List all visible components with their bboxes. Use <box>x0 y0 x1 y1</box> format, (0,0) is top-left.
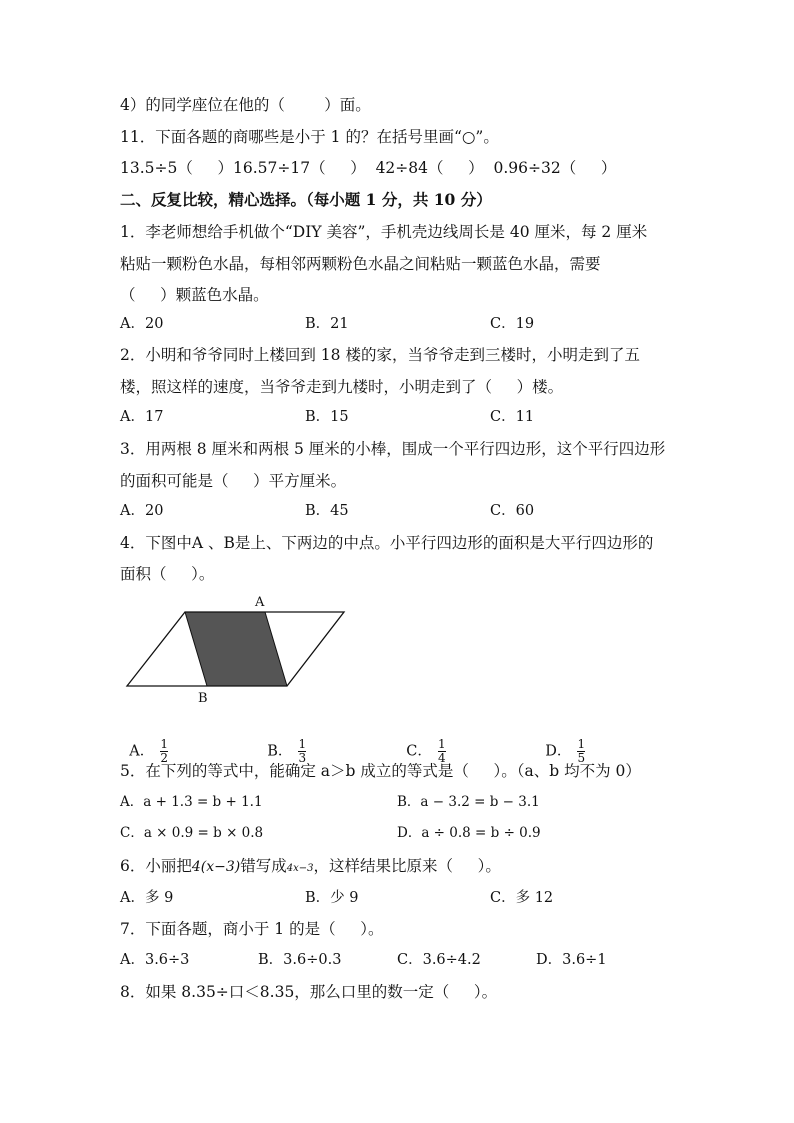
q3-option-c: C．60 <box>490 503 535 519</box>
question-1-line-1: 1．李老师想给手机做个“DIY 美容”，手机壳边线周长是 40 厘米，每 2 厘米 <box>120 223 648 241</box>
q2-option-b: B．15 <box>305 409 349 425</box>
q6-option-b: B．少 9 <box>305 890 359 906</box>
q1-option-b: B．21 <box>305 316 349 332</box>
q3-option-b: B．45 <box>305 503 349 519</box>
q1-option-c: C．19 <box>490 316 535 332</box>
q1-option-a: A．20 <box>120 316 164 332</box>
question-4-line-1: 4．下图中A 、B是上、下两边的中点。小平行四边形的面积是大平行四边形的 <box>120 534 654 552</box>
fraction-one-quarter: $\frac{1}{4}$ <box>438 737 446 765</box>
question-2-line-1: 2．小明和爷爷同时上楼回到 18 楼的家，当爷爷走到三楼时，小明走到了五 <box>120 346 640 364</box>
q7-option-a: A．3.6÷3 <box>120 952 190 968</box>
shaded-parallelogram <box>185 612 287 686</box>
question-1-line-2: 粘贴一颗粉色水晶，每相邻两颗粉色水晶之间粘贴一颗蓝色水晶，需要 <box>120 255 601 273</box>
question-4-line-2: 面积（ ）。 <box>120 565 215 583</box>
q2-option-a: A．17 <box>120 409 164 425</box>
q2-option-c: C．11 <box>490 409 535 425</box>
q4-option-c-letter: C． <box>406 743 432 760</box>
label-a: A <box>255 595 265 610</box>
q4-option-a <box>120 718 168 765</box>
q4-option-c <box>397 718 446 765</box>
q5-option-a: A．a + 1.3 = b + 1.1 <box>120 794 263 810</box>
line-q10-tail: 4）的同学座位在他的（ ）面。 <box>120 96 371 114</box>
q7-option-b: B．3.6÷0.3 <box>258 952 342 968</box>
q6-option-a: A．多 9 <box>120 890 174 906</box>
question-7: 7．下面各题，商小于 1 的是（ ）。 <box>120 920 384 938</box>
q5-option-b: B．a − 3.2 = b − 3.1 <box>397 794 540 810</box>
question-3-line-1: 3．用两根 8 厘米和两根 5 厘米的小棒，围成一个平行四边形，这个平行四边形 <box>120 440 666 458</box>
q4-option-b-letter: B． <box>267 743 293 760</box>
question-6: 6．小丽把4(x−3)错写成4x−3，这样结果比原来（ ）。 <box>120 857 501 875</box>
q4-option-a-letter: A． <box>129 743 155 760</box>
q4-option-d <box>536 718 585 765</box>
label-b: B <box>198 691 208 706</box>
fraction-one-half: $\frac{1}{2}$ <box>160 737 169 765</box>
expr-original: 4(x−3) <box>191 859 241 875</box>
q7-option-c: C．3.6÷4.2 <box>397 952 481 968</box>
q5-option-c: C．a × 0.9 = b × 0.8 <box>120 825 264 841</box>
question-11-items: 13.5÷5（ ）16.57÷17（ ） 42÷84（ ） 0.96÷32（ ） <box>120 159 617 177</box>
q7-option-d: D．3.6÷1 <box>536 952 607 968</box>
section-2-title: 二、反复比较，精心选择。（每小题 1 分，共 10 分） <box>120 190 492 209</box>
question-8: 8．如果 8.35÷口＜8.35，那么口里的数一定（ ）。 <box>120 983 498 1001</box>
q6-option-c: C．多 12 <box>490 890 554 906</box>
question-2-line-2: 楼，照这样的速度，当爷爷走到九楼时，小明走到了（ ）楼。 <box>120 378 564 396</box>
q3-option-a: A．20 <box>120 503 164 519</box>
expr-wrong: 4x−3 <box>286 863 314 874</box>
question-3-line-2: 的面积可能是（ ）平方厘米。 <box>120 472 347 490</box>
q4-option-b <box>258 718 306 765</box>
parallelogram-figure <box>120 592 360 707</box>
q5-option-d: D．a ÷ 0.8 = b ÷ 0.9 <box>397 825 541 841</box>
q4-option-d-letter: D． <box>545 743 572 760</box>
question-11: 11．下面各题的商哪些是小于 1 的？在括号里画“○”。 <box>120 128 499 146</box>
fraction-one-third: $\frac{1}{3}$ <box>298 737 307 765</box>
question-5: 5．在下列的等式中，能确定 a＞b 成立的等式是（ ）。（a、b 均不为 0） <box>120 762 641 780</box>
fraction-one-fifth: $\frac{1}{5}$ <box>577 737 586 765</box>
question-1-line-3: （ ）颗蓝色水晶。 <box>120 286 269 304</box>
